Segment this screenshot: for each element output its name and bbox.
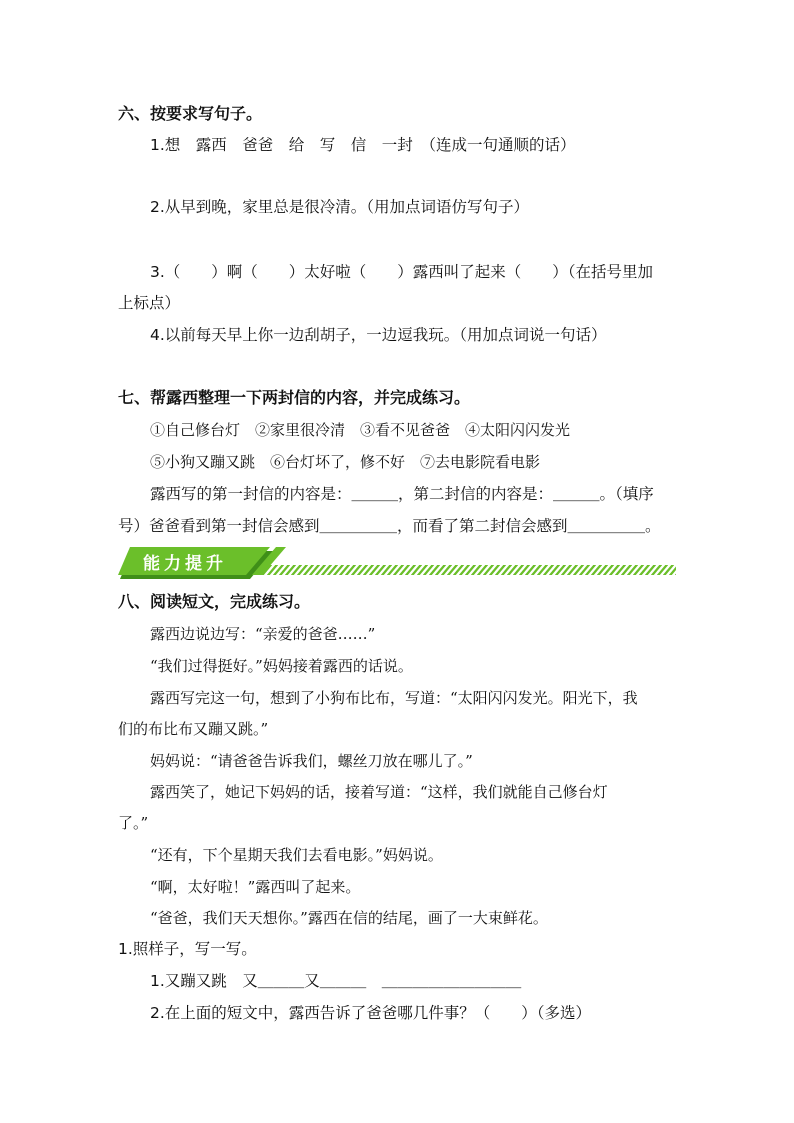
question-6-3-line-2: 上标点） xyxy=(118,294,181,312)
story-paragraph: 露西边说边写：“亲爱的爸爸……” xyxy=(150,625,376,643)
options-line-1: ①自己修台灯 ②家里很冷清 ③看不见爸爸 ④太阳闪闪发光 xyxy=(150,421,571,439)
fill-in-line-2: 号）爸爸看到第一封信会感到＿＿＿＿＿，而看了第二封信会感到＿＿＿＿＿。 xyxy=(118,517,661,535)
story-paragraph: “爸爸，我们天天想你。”露西在信的结尾，画了一大束鲜花。 xyxy=(150,909,548,927)
options-line-2: ⑤小狗又蹦又跳 ⑥台灯坏了，修不好 ⑦去电影院看电影 xyxy=(150,453,541,471)
question-8-1-title: 1.照样子，写一写。 xyxy=(118,940,257,958)
section-6-heading: 六、按要求写句子。 xyxy=(118,104,263,123)
question-6-4: 4.以前每天早上你一边刮胡子，一边逗我玩。（用加点词说一句话） xyxy=(150,326,607,344)
story-paragraph: 们的布比布又蹦又跳。” xyxy=(118,720,269,738)
section-8-heading: 八、阅读短文，完成练习。 xyxy=(118,592,311,611)
question-8-1-2: 2.在上面的短文中，露西告诉了爸爸哪几件事？（ ）（多选） xyxy=(150,1004,592,1022)
question-6-2: 2.从早到晚，家里总是很冷清。（用加点词语仿写句子） xyxy=(150,198,530,216)
fill-in-line-1: 露西写的第一封信的内容是：＿＿＿，第二封信的内容是：＿＿＿。（填序 xyxy=(150,485,654,503)
story-paragraph: 了。” xyxy=(118,814,149,832)
story-paragraph: 妈妈说：“请爸爸告诉我们，螺丝刀放在哪儿了。” xyxy=(150,752,473,770)
story-paragraph: “还有，下个星期天我们去看电影。”妈妈说。 xyxy=(150,846,443,864)
banner-stripes xyxy=(258,565,676,575)
banner-label: 能力提升 xyxy=(143,554,227,574)
question-6-3-line-1: 3.（ ）啊（ ）太好啦（ ）露西叫了起来（ ）（在括号里加 xyxy=(150,263,654,281)
story-paragraph: 露西写完这一句，想到了小狗布比布，写道：“太阳闪闪发光。阳光下，我 xyxy=(150,689,638,707)
question-6-1: 1.想 露西 爸爸 给 写 信 一封 （连成一句通顺的话） xyxy=(150,136,576,154)
story-paragraph: “啊，太好啦！”露西叫了起来。 xyxy=(150,878,361,896)
section-7-heading: 七、帮露西整理一下两封信的内容，并完成练习。 xyxy=(118,388,471,407)
story-paragraph: 露西笑了，她记下妈妈的话，接着写道：“这样，我们就能自己修台灯 xyxy=(150,783,608,801)
question-8-1-1: 1.又蹦又跳 又＿＿＿又＿＿＿ ＿＿＿＿＿＿＿＿＿ xyxy=(150,972,522,990)
story-paragraph: “我们过得挺好。”妈妈接着露西的话说。 xyxy=(150,657,413,675)
